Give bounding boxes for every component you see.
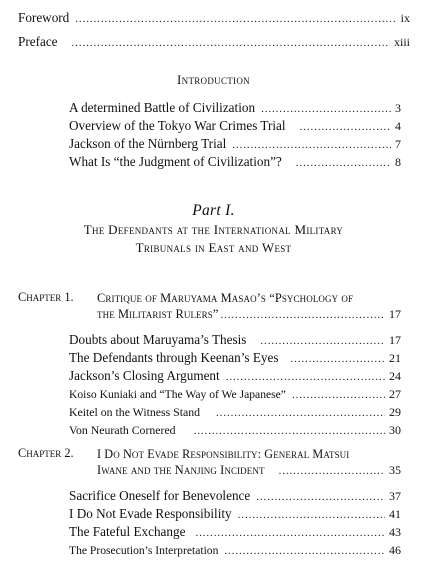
entry-page: 8: [395, 155, 401, 169]
dot-leader: [296, 155, 391, 171]
entry-title: Foreword: [18, 10, 70, 25]
entry-title: Von Neurath Cornered: [69, 423, 176, 437]
entry-page: 30: [389, 423, 401, 437]
entry-title: The Prosecution’s Interpretation: [69, 544, 219, 557]
dot-leader: [292, 387, 385, 403]
entry-page: 24: [389, 369, 401, 383]
entry-page: ix: [400, 11, 410, 25]
entry-page: 7: [395, 137, 401, 151]
dot-leader: [224, 543, 385, 559]
entry-title: Jackson of the Nürnberg Trial: [69, 136, 227, 151]
toc-entry[interactable]: [69, 404, 401, 421]
chapter-title-line1: I Do Not Evade Responsibility: General Matsui: [97, 447, 350, 461]
toc-entry[interactable]: [69, 332, 401, 349]
entry-title: What Is “the Judgment of Civilization”?: [69, 154, 282, 169]
toc-entry[interactable]: [69, 368, 401, 385]
part-title-line2: Tribunals in East and West: [135, 240, 292, 255]
toc-entry[interactable]: [69, 118, 401, 135]
toc-entry-preface[interactable]: [18, 34, 410, 51]
entry-title: Overview of the Tokyo War Crimes Trial: [69, 118, 286, 133]
entry-page: 4: [395, 119, 401, 133]
dot-leader: [300, 119, 391, 135]
chapter-title-line2: the Militarist Rulers”: [97, 307, 219, 321]
entry-title: Keitel on the Witness Stand: [69, 405, 201, 419]
dot-leader: [195, 525, 385, 541]
dot-leader: [232, 137, 391, 153]
chapter-number: Chapter 2.: [18, 446, 74, 460]
toc-entry-foreword[interactable]: [18, 10, 410, 27]
entry-page: 17: [389, 307, 401, 321]
dot-leader: [261, 101, 391, 117]
entry-title: A determined Battle of Civilization: [69, 100, 256, 115]
toc-entry[interactable]: [69, 506, 401, 523]
toc-entry[interactable]: [69, 100, 401, 117]
chapter-title-entry[interactable]: [97, 306, 401, 323]
entry-title: The Defendants through Keenan’s Eyes: [69, 350, 279, 365]
toc-entry[interactable]: [69, 488, 401, 505]
entry-title: Koiso Kuniaki and “The Way of We Japanese”: [69, 388, 286, 401]
entry-page: 37: [389, 489, 401, 503]
toc-entry[interactable]: [69, 136, 401, 153]
dot-leader: [194, 423, 385, 439]
part-label: Part I.: [192, 202, 235, 219]
dot-leader: [260, 333, 385, 349]
entry-page: 43: [389, 525, 401, 539]
entry-page: 35: [389, 463, 401, 477]
entry-page: 41: [389, 507, 401, 521]
dot-leader: [279, 463, 385, 479]
chapter-title-line2: Iwane and the Nanjing Incident: [97, 463, 265, 477]
toc-entry[interactable]: [69, 154, 401, 171]
toc-entry[interactable]: [69, 350, 401, 367]
entry-title: I Do Not Evade Responsibility: [69, 506, 232, 521]
entry-page: 46: [389, 543, 401, 557]
entry-page: xiii: [393, 35, 410, 49]
dot-leader: [290, 351, 385, 367]
entry-page: 3: [395, 101, 401, 115]
chapter-number: Chapter 1.: [18, 290, 74, 304]
entry-title: The Fateful Exchange: [69, 524, 186, 539]
entry-page: 21: [389, 351, 401, 365]
dot-leader: [216, 405, 385, 421]
entry-page: 17: [389, 333, 401, 347]
chapter-title-line1: Critique of Maruyama Masao’s “Psychology of: [97, 291, 354, 305]
part-title-line1: The Defendants at the International Military: [83, 222, 344, 237]
toc-entry[interactable]: [69, 542, 401, 559]
toc-entry[interactable]: [69, 422, 401, 439]
introduction-heading: Introduction: [177, 72, 250, 87]
dot-leader: [75, 11, 396, 27]
dot-leader: [220, 307, 385, 323]
dot-leader: [226, 369, 385, 385]
dot-leader: [72, 35, 390, 51]
entry-title: Sacrifice Oneself for Benevolence: [69, 488, 251, 503]
entry-title: Doubts about Maruyama’s Thesis: [69, 332, 247, 347]
entry-page: 29: [389, 405, 401, 419]
entry-title: Jackson’s Closing Argument: [69, 368, 220, 383]
chapter-title-entry[interactable]: [97, 462, 401, 479]
toc-entry[interactable]: [69, 524, 401, 541]
toc-entry[interactable]: [69, 386, 401, 403]
dot-leader: [238, 507, 385, 523]
dot-leader: [256, 489, 385, 505]
entry-title: Preface: [18, 34, 58, 49]
entry-page: 27: [389, 387, 401, 401]
